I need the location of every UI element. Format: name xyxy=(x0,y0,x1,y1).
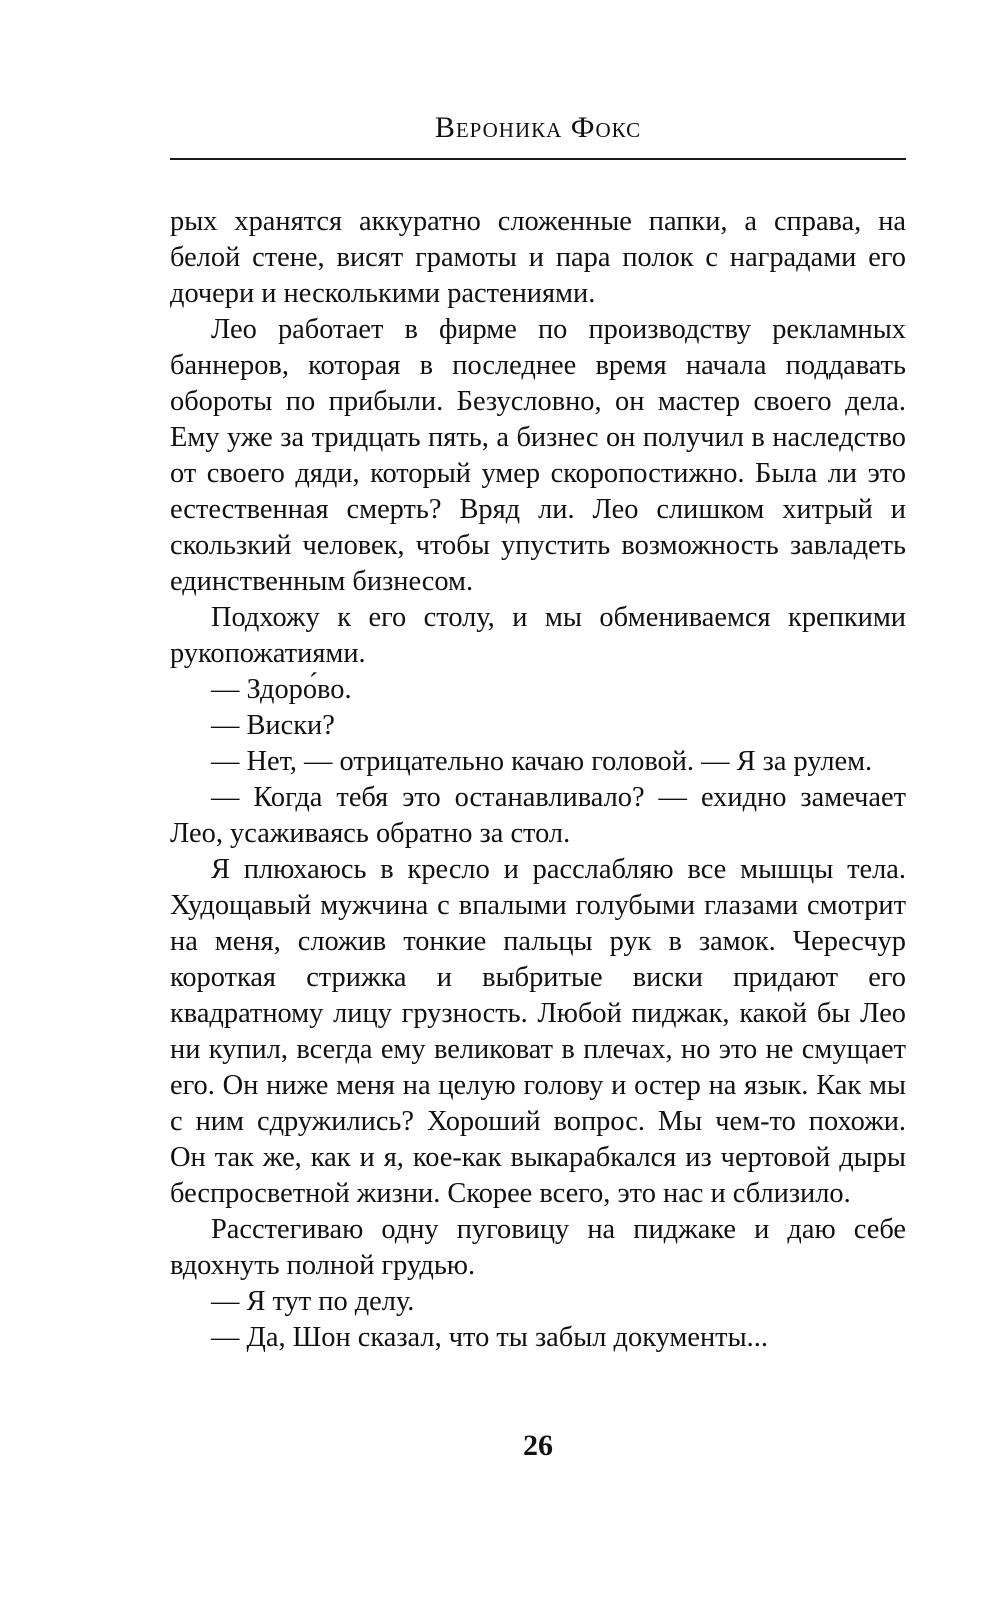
paragraph: Расстегиваю одну пуговицу на пиджаке и даю себе вдохнуть полной грудью. xyxy=(170,1214,906,1281)
paragraph: Подхожу к его столу, и мы обмениваемся крепкими рукопожатиями. xyxy=(170,602,906,669)
body-text xyxy=(170,204,906,1356)
dialogue-line: — Виски? xyxy=(211,710,335,741)
paragraph: рых хранятся аккуратно сложенные папки, а справа, на белой стене, висят грамоты и пара полок с наградами его дочери и несколькими растениями. xyxy=(170,206,906,309)
dialogue-line: — Я тут по делу. xyxy=(211,1286,415,1317)
dialogue-line: — Нет, — отрицательно качаю головой. — Я за рулем. xyxy=(211,746,873,777)
header-divider xyxy=(170,158,906,160)
book-page xyxy=(170,108,906,1356)
dialogue-line: — Здоро́во. xyxy=(211,674,352,705)
paragraph: Лео работает в фирме по производству рекламных баннеров, которая в последнее время начала поддавать обороты по прибыли. Безусловно, он мастер своего дела. Ему уже за тридцать пять, а бизнес он получил в наследство от своего дяди, который умер скоропостижно. Была ли это естественная смерть? Вряд ли. Лео слишком хитрый и скользкий человек, чтобы упустить возможность завладеть единственным бизнесом. xyxy=(170,314,906,597)
page-number: 26 xyxy=(523,1429,553,1462)
paragraph: Я плюхаюсь в кресло и расслабляю все мышцы тела. Худощавый мужчина с впалыми голубыми глазами смотрит на меня, сложив тонкие пальцы рук в замок. Чересчур короткая стрижка и выбритые виски придают его квадратному лицу грузность. Любой пиджак, какой бы Лео ни купил, всегда ему великоват в плечах, но это не смущает его. Он ниже меня на целую голову и остер на язык. Как мы с ним сдружились? Хороший вопрос. Мы чем-то похожи. Он так же, как и я, кое-как выкарабкался из чертовой дыры беспросветной жизни. Скорее всего, это нас и сблизило. xyxy=(170,854,906,1209)
running-header-author: Вероника Фокс xyxy=(434,111,642,144)
dialogue-line: — Да, Шон сказал, что ты забыл документы... xyxy=(211,1322,768,1353)
dialogue-line: — Когда тебя это останавливало? — ехидно замечает Лео, усаживаясь обратно за стол. xyxy=(170,782,906,849)
